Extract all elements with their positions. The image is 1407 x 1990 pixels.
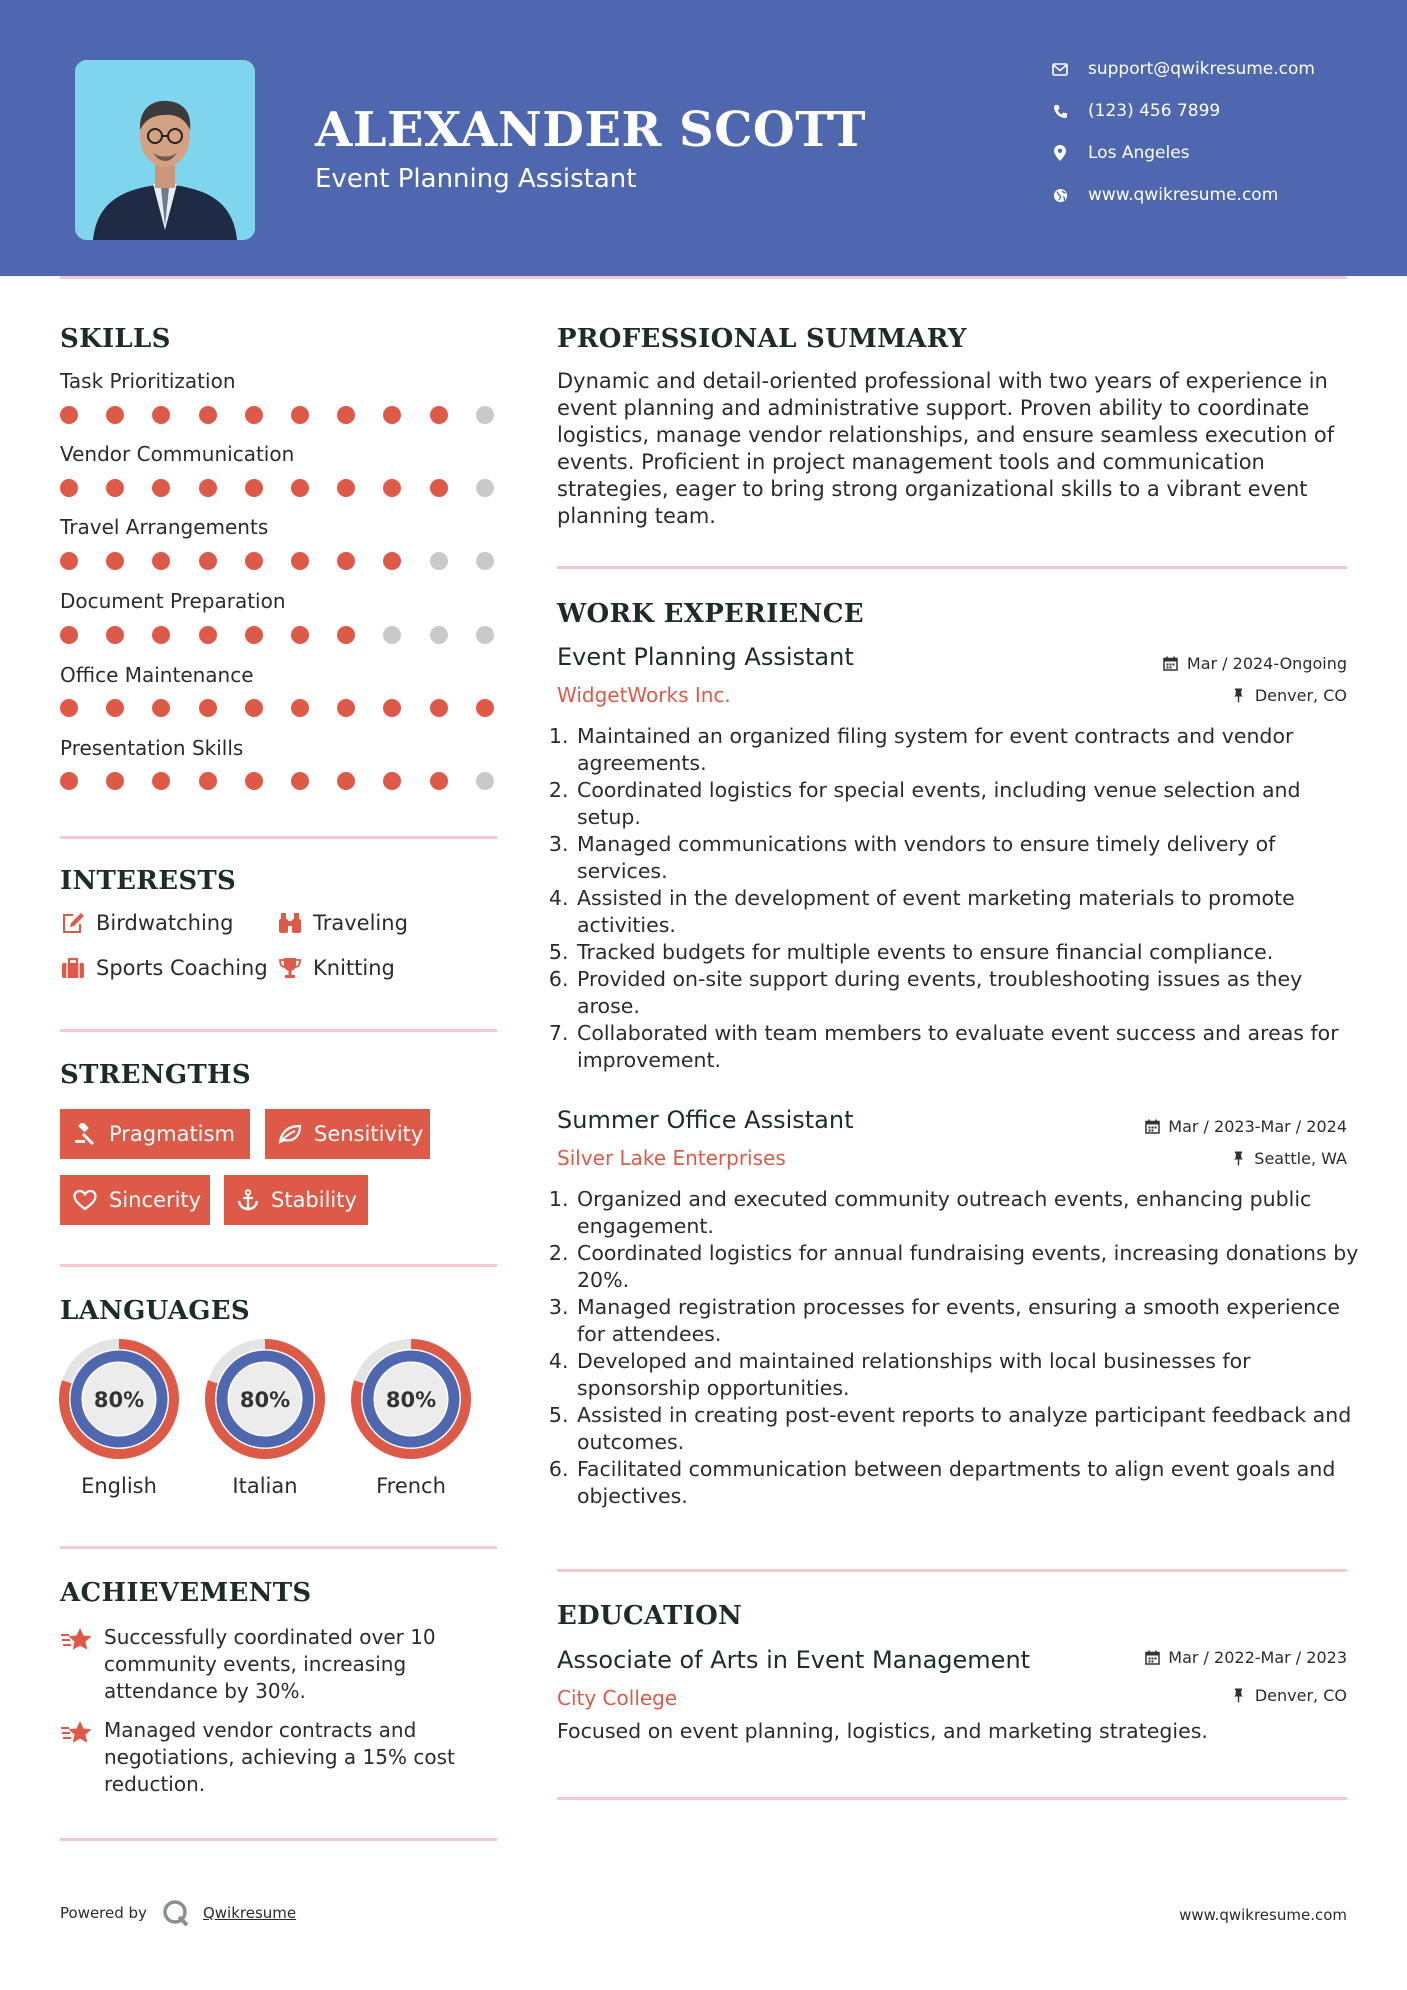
skill-dot [60,699,78,717]
skill-label: Document Preparation [60,589,286,613]
interest-item [277,955,395,981]
person-silhouette-icon [75,60,255,240]
interest-item [60,910,233,936]
skills-heading: SKILLS [60,324,171,354]
skill-dot [476,772,494,790]
skill-dot [106,699,124,717]
phone-icon [1050,101,1070,121]
languages-heading: LANGUAGES [60,1296,250,1326]
language-percent: 80% [93,1388,145,1412]
skill-rating [60,552,500,572]
skill-dot [337,479,355,497]
skill-rating [60,772,500,792]
skill-label: Office Maintenance [60,663,254,687]
duty-item: 3. Managed registration processes for events, ensuring a smooth experience for attendees. [575,1294,1365,1348]
skill-dot [430,406,448,424]
skill-dot [476,479,494,497]
star-award-icon [60,1719,94,1798]
skill-dot [383,406,401,424]
anchor-icon [237,1188,259,1212]
skill-rating [60,699,500,719]
calendar-icon [1163,656,1179,672]
skill-dot [199,552,217,570]
interest-label: Traveling [313,911,408,935]
language-ring [349,1337,473,1461]
degree-title: Associate of Arts in Event Management [557,1646,1031,1674]
language-gauge [203,1337,327,1461]
strength-chip [60,1109,250,1159]
duty-item: 6. Facilitated communication between departments to align event goals and objectives. [575,1456,1365,1510]
education-heading: EDUCATION [557,1601,743,1631]
school-name: City College [557,1686,678,1710]
duty-item: 1. Organized and executed community outreach events, enhancing public engagement. [575,1186,1365,1240]
gavel-icon [73,1122,97,1146]
skill-label: Vendor Communication [60,442,295,466]
section-divider [60,836,497,839]
qwikresume-logo-icon [161,1898,191,1928]
skill-dot [106,406,124,424]
header-divider [60,276,1347,279]
job-dates [1144,1117,1347,1136]
duty-item: 1. Maintained an organized filing system for event contracts and vendor agreements. [575,723,1365,777]
calendar-icon [1144,1119,1160,1135]
globe-icon [1050,185,1070,205]
job-dates-text: Mar / 2023-Mar / 2024 [1168,1117,1347,1136]
map-pin-icon [1050,143,1070,163]
section-divider [557,566,1347,569]
skill-dot [106,552,124,570]
strength-label: Sincerity [109,1188,202,1212]
candidate-title: Event Planning Assistant [315,164,637,194]
skill-dot [476,552,494,570]
contact-website[interactable] [1050,180,1380,210]
interest-label: Knitting [313,956,395,980]
language-percent: 80% [239,1388,291,1412]
section-divider [60,1264,497,1267]
section-divider [557,1797,1347,1800]
contact-location-text: Los Angeles [1088,143,1190,163]
summary-heading: PROFESSIONAL SUMMARY [557,324,967,354]
strength-chip [60,1175,210,1225]
job-location-text: Seattle, WA [1254,1149,1347,1168]
interests-heading: INTERESTS [60,866,237,896]
job-location [1230,1149,1347,1168]
skill-dot [337,772,355,790]
candidate-name: ALEXANDER SCOTT [315,102,866,158]
section-divider [557,1569,1347,1572]
skill-dot [245,406,263,424]
duty-item: 2. Coordinated logistics for special events, including venue selection and setup. [575,777,1365,831]
strength-chip [265,1109,430,1159]
skill-dot [199,699,217,717]
section-divider [60,1838,497,1841]
skill-dot [337,552,355,570]
achievement-text: Successfully coordinated over 10 community events, increasing attendance by 30%. [104,1625,436,1703]
skill-dot [476,626,494,644]
pushpin-icon [1231,1688,1247,1704]
briefcase-icon [60,955,86,981]
duty-item: 7. Collaborated with team members to evaluate event success and areas for improvement. [575,1020,1365,1074]
contact-location [1050,138,1380,168]
skill-label: Travel Arrangements [60,515,269,539]
language-gauge [57,1337,181,1461]
education-dates-text: Mar / 2022-Mar / 2023 [1168,1648,1347,1667]
skill-dot [60,479,78,497]
skill-dot [60,772,78,790]
job-duties-list [557,723,1365,1074]
skill-dot [245,479,263,497]
job-location [1231,686,1347,705]
skill-dot [106,626,124,644]
skill-dot [476,699,494,717]
binoculars-icon [277,910,303,936]
interest-label: Birdwatching [96,911,234,935]
interest-item [60,955,268,981]
profile-photo [75,60,255,240]
skill-dot [291,479,309,497]
skill-dot [152,772,170,790]
skill-dot [199,406,217,424]
leaf-icon [278,1122,302,1146]
interest-label: Sports Coaching [96,956,268,980]
footer-branding [60,1898,296,1928]
job-dates-text: Mar / 2024-Ongoing [1186,654,1347,673]
skill-dot [60,552,78,570]
achievement-text: Managed vendor contracts and negotiations, achieving a 15% cost reduction. [104,1718,455,1796]
skill-dot [430,699,448,717]
education-dates [1144,1648,1347,1667]
language-label: English [81,1474,157,1498]
contact-email[interactable] [1050,54,1380,84]
skill-dot [199,626,217,644]
skill-dot [337,406,355,424]
skill-dot [245,626,263,644]
section-divider [60,1546,497,1549]
strength-label: Stability [271,1188,357,1212]
job-duties-list [557,1186,1365,1510]
skill-dot [152,552,170,570]
skill-dot [245,772,263,790]
achievement-item [60,1624,500,1705]
achievement-item [60,1717,500,1798]
job-dates [1163,654,1347,673]
skill-dot [430,552,448,570]
skill-dot [383,772,401,790]
contact-email-text: support@qwikresume.com [1088,59,1315,79]
skill-dot [291,772,309,790]
skill-dot [383,699,401,717]
heart-icon [73,1188,97,1212]
resume-header [0,0,1407,276]
skill-dot [383,626,401,644]
skill-dot [106,772,124,790]
interest-item [277,910,408,936]
education-location-text: Denver, CO [1254,1686,1347,1705]
skill-dot [199,772,217,790]
skill-dot [430,772,448,790]
skill-dot [383,552,401,570]
section-divider [60,1029,497,1032]
achievements-heading: ACHIEVEMENTS [60,1578,312,1608]
skill-dot [60,406,78,424]
duty-item: 2. Coordinated logistics for annual fundraising events, increasing donations by 20%. [575,1240,1365,1294]
skill-label: Task Prioritization [60,369,236,393]
language-label: French [376,1474,446,1498]
star-award-icon [60,1626,94,1705]
job-title: Event Planning Assistant [557,643,854,671]
language-gauge [349,1337,473,1461]
skill-dot [152,406,170,424]
skill-rating [60,479,500,499]
pencil-square-icon [60,910,86,936]
language-ring [57,1337,181,1461]
education-description: Focused on event planning, logistics, and marketing strategies. [557,1719,1208,1743]
summary-text: Dynamic and detail-oriented professional with two years of experience in event planning and administrative support. Proven ability to coordinate logistics, manage vendor relationships, and ensure seamless execution of events. Proficient in project management tools and communication strategies, eager to bring strong organizational skills to a vibrant event planning team. [557,369,1335,528]
skill-dot [337,626,355,644]
education-location [1231,1686,1347,1705]
footer-website[interactable]: www.qwikresume.com [1179,1906,1347,1924]
skill-dot [337,699,355,717]
skill-dot [152,626,170,644]
strength-label: Pragmatism [109,1122,235,1146]
strength-label: Sensitivity [314,1122,424,1146]
pushpin-icon [1231,688,1247,704]
duty-item: 6. Provided on-site support during events, troubleshooting issues as they arose. [575,966,1365,1020]
language-ring [203,1337,327,1461]
duty-item: 5. Assisted in creating post-event reports to analyze participant feedback and outcomes. [575,1402,1365,1456]
skill-dot [60,626,78,644]
skill-dot [152,699,170,717]
skill-dot [199,479,217,497]
job-location-text: Denver, CO [1254,686,1347,705]
skill-label: Presentation Skills [60,736,244,760]
envelope-icon [1050,59,1070,79]
skill-dot [291,552,309,570]
strengths-heading: STRENGTHS [60,1060,251,1090]
skill-dot [430,626,448,644]
duty-item: 4. Developed and maintained relationships with local businesses for sponsorship opportunities. [575,1348,1365,1402]
skill-dot [245,552,263,570]
skill-dot [291,626,309,644]
skill-dot [430,479,448,497]
skill-dot [291,406,309,424]
skill-rating [60,406,500,426]
duty-item: 5. Tracked budgets for multiple events to ensure financial compliance. [575,939,1365,966]
contact-phone[interactable] [1050,96,1380,126]
skill-dot [152,479,170,497]
skill-dot [291,699,309,717]
language-percent: 80% [385,1388,437,1412]
contact-phone-text: (123) 456 7899 [1088,101,1221,121]
experience-heading: WORK EXPERIENCE [557,599,864,629]
calendar-icon [1144,1650,1160,1666]
contact-website-text: www.qwikresume.com [1088,185,1279,205]
skill-rating [60,626,500,646]
language-label: Italian [232,1474,298,1498]
job-title: Summer Office Assistant [557,1106,854,1134]
powered-by-text: Powered by [60,1904,147,1922]
strength-chip [224,1175,368,1225]
pushpin-icon [1230,1151,1246,1167]
duty-item: 4. Assisted in the development of event marketing materials to promote activities. [575,885,1365,939]
company-name: WidgetWorks Inc. [557,683,731,707]
company-name: Silver Lake Enterprises [557,1146,786,1170]
duty-item: 3. Managed communications with vendors to ensure timely delivery of services. [575,831,1365,885]
trophy-icon [277,955,303,981]
skill-dot [476,406,494,424]
skill-dot [106,479,124,497]
skill-dot [383,479,401,497]
skill-dot [245,699,263,717]
qwikresume-link[interactable]: Qwikresume [202,1904,297,1922]
